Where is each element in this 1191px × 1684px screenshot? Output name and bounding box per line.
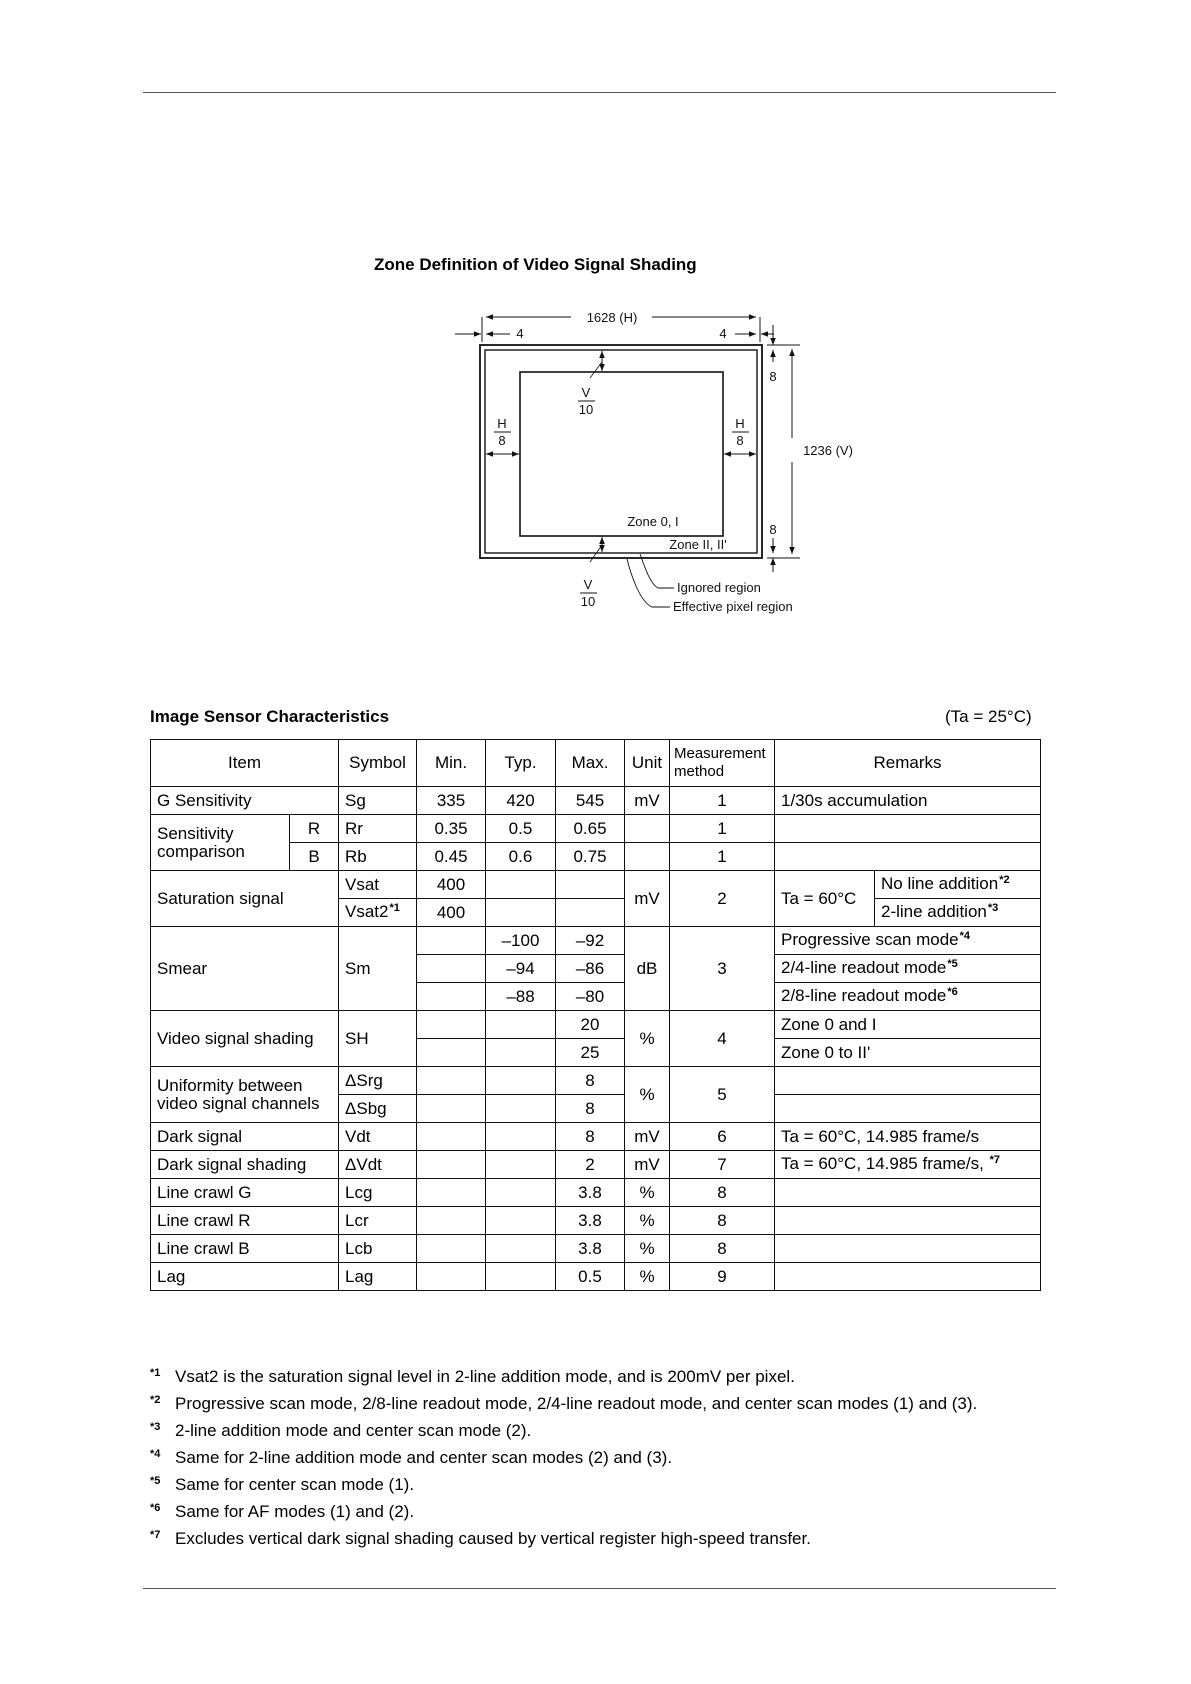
min-cell: 0.45: [417, 843, 486, 871]
method-cell: 9: [670, 1263, 775, 1291]
max-cell: 3.8: [556, 1235, 625, 1263]
effective-pixel-border: [480, 345, 762, 558]
unit-cell: %: [625, 1067, 670, 1123]
footnote-text: Excludes vertical dark signal shading caused by vertical register high-speed transfer.: [175, 1529, 811, 1548]
header-unit: Unit: [625, 740, 670, 787]
symbol-cell: Sg: [339, 787, 417, 815]
footnote: [150, 1471, 977, 1498]
symbol-cell: ΔSbg: [339, 1095, 417, 1123]
footnotes: [150, 1363, 977, 1552]
left-margin-label: 4: [516, 326, 524, 341]
min-cell: [417, 1235, 486, 1263]
h-left-num: H: [497, 416, 507, 431]
table-row: [151, 1067, 1041, 1095]
unit-cell: mV: [625, 1151, 670, 1179]
v-top-den: 10: [578, 402, 594, 417]
typ-cell: [486, 1011, 556, 1039]
max-cell: –92: [556, 927, 625, 955]
unit-cell: %: [625, 1179, 670, 1207]
min-cell: [417, 1039, 486, 1067]
typ-cell: 0.5: [486, 815, 556, 843]
footnote-mark: *1: [150, 1367, 161, 1379]
footnote: [150, 1390, 977, 1417]
header-remarks: Remarks: [775, 740, 1041, 787]
min-cell: [417, 1207, 486, 1235]
symbol-cell: [339, 899, 417, 927]
method-cell: 6: [670, 1123, 775, 1151]
min-cell: [417, 1095, 486, 1123]
table-row: [151, 1179, 1041, 1207]
h-left-den: 8: [498, 433, 506, 448]
remarks-cell: [775, 843, 1041, 871]
remark-text: 2/8-line readout mode: [781, 985, 947, 1005]
footnote: [150, 1444, 977, 1471]
typ-cell: –100: [486, 927, 556, 955]
remarks-cell: [875, 871, 1041, 899]
remarks-cell: [775, 1263, 1041, 1291]
effective-region-label: Effective pixel region: [673, 599, 793, 614]
footnote: [150, 1363, 977, 1390]
min-cell: [417, 1123, 486, 1151]
typ-cell: [486, 1123, 556, 1151]
max-cell: 25: [556, 1039, 625, 1067]
remarks-cell: [775, 815, 1041, 843]
method-cell: 5: [670, 1067, 775, 1123]
symbol-cell: ΔVdt: [339, 1151, 417, 1179]
unit-cell: %: [625, 1011, 670, 1067]
max-cell: 3.8: [556, 1179, 625, 1207]
unit-cell: dB: [625, 927, 670, 1011]
condition-cell: Ta = 60°C: [775, 871, 875, 927]
min-cell: 400: [417, 871, 486, 899]
symbol-text: Vsat2: [345, 901, 389, 921]
unit-cell: %: [625, 1235, 670, 1263]
remarks-cell: [875, 899, 1041, 927]
remarks-cell: [775, 983, 1041, 1011]
sub-item-cell: B: [290, 843, 339, 871]
header-symbol: Symbol: [339, 740, 417, 787]
item-cell: G Sensitivity: [151, 787, 339, 815]
zone-inner-box: [520, 372, 723, 536]
h-right-den: 8: [736, 433, 744, 448]
item-cell: [151, 815, 290, 871]
header-method-line2: method: [674, 763, 725, 780]
method-cell: 8: [670, 1179, 775, 1207]
max-cell: 8: [556, 1095, 625, 1123]
unit-cell: [625, 815, 670, 843]
min-cell: 0.35: [417, 815, 486, 843]
remarks-cell: [775, 1151, 1041, 1179]
table-row: [151, 871, 1041, 899]
item-cell: Line crawl B: [151, 1235, 339, 1263]
remarks-cell: [775, 1207, 1041, 1235]
footnote-mark: *2: [150, 1394, 161, 1406]
typ-cell: [486, 871, 556, 899]
typ-cell: [486, 1067, 556, 1095]
symbol-cell: SH: [339, 1011, 417, 1067]
footnote-text: Vsat2 is the saturation signal level in 2-line addition mode, and is 200mV per pixel.: [175, 1367, 795, 1386]
table-row: [151, 1123, 1041, 1151]
table-row: [151, 927, 1041, 955]
symbol-cell: Vsat: [339, 871, 417, 899]
method-cell: 8: [670, 1235, 775, 1263]
right-margin-label: 4: [719, 326, 727, 341]
symbol-cell: Rb: [339, 843, 417, 871]
method-cell: 3: [670, 927, 775, 1011]
header-min: Min.: [417, 740, 486, 787]
zone-inner-label: Zone 0, I: [627, 514, 679, 529]
typ-cell: –94: [486, 955, 556, 983]
width-label: 1628 (H): [586, 310, 638, 325]
method-cell: 1: [670, 843, 775, 871]
top-margin-label: 8: [769, 369, 777, 384]
typ-cell: [486, 1207, 556, 1235]
item-line2: comparison: [157, 841, 245, 861]
max-cell: 2: [556, 1151, 625, 1179]
v-bottom-den: 10: [580, 594, 596, 609]
height-label: 1236 (V): [803, 443, 853, 458]
remarks-cell: 1/30s accumulation: [775, 787, 1041, 815]
footnote: [150, 1525, 977, 1552]
max-cell: 545: [556, 787, 625, 815]
typ-cell: 0.6: [486, 843, 556, 871]
min-cell: [417, 1011, 486, 1039]
footnote-mark: *6: [947, 985, 958, 998]
remarks-cell: [775, 1235, 1041, 1263]
remarks-cell: Zone 0 to II': [775, 1039, 1041, 1067]
remarks-cell: [775, 955, 1041, 983]
item-line2: video signal channels: [157, 1093, 320, 1113]
max-cell: 8: [556, 1067, 625, 1095]
item-cell: Lag: [151, 1263, 339, 1291]
remark-text: 2-line addition: [881, 901, 987, 921]
footnote-mark: *3: [150, 1421, 161, 1433]
max-cell: [556, 871, 625, 899]
footnote-mark: *4: [959, 929, 971, 942]
footnote-mark: *5: [947, 957, 958, 970]
item-cell: Saturation signal: [151, 871, 339, 927]
max-cell: –80: [556, 983, 625, 1011]
typ-cell: –88: [486, 983, 556, 1011]
bottom-margin-label: 8: [769, 522, 777, 537]
h-right-num: H: [735, 416, 745, 431]
typ-cell: [486, 899, 556, 927]
characteristics-table: [150, 739, 1041, 1291]
diagram-title: Zone Definition of Video Signal Shading: [374, 255, 697, 274]
min-cell: [417, 1067, 486, 1095]
method-cell: 1: [670, 815, 775, 843]
max-cell: 3.8: [556, 1207, 625, 1235]
remark-text: Progressive scan mode: [781, 929, 959, 949]
zone-diagram: [440, 300, 860, 630]
min-cell: [417, 1179, 486, 1207]
min-cell: [417, 1151, 486, 1179]
remarks-cell: [775, 1179, 1041, 1207]
typ-cell: [486, 1151, 556, 1179]
symbol-cell: Lcb: [339, 1235, 417, 1263]
footnote-text: Same for 2-line addition mode and center scan modes (2) and (3).: [175, 1448, 673, 1467]
item-cell: Video signal shading: [151, 1011, 339, 1067]
table-condition: (Ta = 25°C): [945, 707, 1032, 726]
typ-cell: [486, 1095, 556, 1123]
unit-cell: [625, 843, 670, 871]
method-cell: 1: [670, 787, 775, 815]
table-row: [151, 1011, 1041, 1039]
item-cell: [151, 1067, 339, 1123]
sub-item-cell: R: [290, 815, 339, 843]
footnote-mark: *1: [389, 901, 400, 914]
table-row: [151, 815, 1041, 843]
remarks-cell: Zone 0 and I: [775, 1011, 1041, 1039]
ignored-region-label: Ignored region: [677, 580, 761, 595]
table-title: Image Sensor Characteristics: [150, 707, 390, 726]
table-row: [151, 1263, 1041, 1291]
remarks-cell: [775, 1067, 1041, 1095]
max-cell: 0.65: [556, 815, 625, 843]
footnote-mark: *5: [150, 1475, 161, 1487]
symbol-cell: Rr: [339, 815, 417, 843]
header-typ: Typ.: [486, 740, 556, 787]
min-cell: 335: [417, 787, 486, 815]
item-line1: Uniformity between: [157, 1075, 303, 1095]
symbol-cell: Lag: [339, 1263, 417, 1291]
ignored-border: [485, 350, 757, 553]
remark-text: No line addition: [881, 873, 999, 893]
min-cell: [417, 955, 486, 983]
header-method-line1: Measurement: [674, 745, 766, 762]
v-bottom-num: V: [583, 577, 593, 592]
min-cell: [417, 983, 486, 1011]
table-row: [151, 787, 1041, 815]
symbol-cell: Lcg: [339, 1179, 417, 1207]
max-cell: 0.75: [556, 843, 625, 871]
remarks-cell: [775, 927, 1041, 955]
symbol-cell: Lcr: [339, 1207, 417, 1235]
footnote-mark: *4: [150, 1448, 161, 1460]
remark-text: Ta = 60°C, 14.985 frame/s,: [781, 1153, 984, 1173]
item-cell: Line crawl G: [151, 1179, 339, 1207]
unit-cell: mV: [625, 871, 670, 927]
max-cell: 0.5: [556, 1263, 625, 1291]
bottom-rule: [143, 1588, 1056, 1589]
max-cell: [556, 899, 625, 927]
footnote-text: 2-line addition mode and center scan mode (2).: [175, 1421, 532, 1440]
item-cell: Dark signal shading: [151, 1151, 339, 1179]
zone-outer-label: Zone II, II': [669, 537, 727, 552]
footnote-text: Same for AF modes (1) and (2).: [175, 1502, 415, 1521]
item-cell: Dark signal: [151, 1123, 339, 1151]
footnote-text: Progressive scan mode, 2/8-line readout mode, 2/4-line readout mode, and center scan modes (1) and (3).: [175, 1394, 978, 1413]
table-row: [151, 1207, 1041, 1235]
footnote: [150, 1417, 977, 1444]
table-row: [151, 1235, 1041, 1263]
footnote-mark: *7: [150, 1529, 161, 1541]
symbol-cell: Sm: [339, 927, 417, 1011]
v-top-num: V: [581, 385, 591, 400]
top-rule: [143, 92, 1056, 93]
typ-cell: [486, 1039, 556, 1067]
symbol-cell: ΔSrg: [339, 1067, 417, 1095]
typ-cell: [486, 1263, 556, 1291]
item-line1: Sensitivity: [157, 823, 234, 843]
max-cell: –86: [556, 955, 625, 983]
item-cell: Smear: [151, 927, 339, 1011]
remarks-cell: [775, 1095, 1041, 1123]
method-cell: 7: [670, 1151, 775, 1179]
footnote-mark: *2: [999, 873, 1010, 886]
min-cell: [417, 927, 486, 955]
max-cell: 20: [556, 1011, 625, 1039]
header-max: Max.: [556, 740, 625, 787]
item-cell: Line crawl R: [151, 1207, 339, 1235]
remark-text: 2/4-line readout mode: [781, 957, 947, 977]
min-cell: [417, 1263, 486, 1291]
footnote-mark: *3: [987, 901, 999, 914]
unit-cell: mV: [625, 1123, 670, 1151]
max-cell: 8: [556, 1123, 625, 1151]
footnote-mark: *6: [150, 1502, 161, 1514]
unit-cell: %: [625, 1263, 670, 1291]
header-method: [670, 740, 775, 787]
method-cell: 8: [670, 1207, 775, 1235]
typ-cell: [486, 1235, 556, 1263]
footnote: [150, 1498, 977, 1525]
table-header-row: [151, 740, 1041, 787]
symbol-cell: Vdt: [339, 1123, 417, 1151]
remarks-cell: Ta = 60°C, 14.985 frame/s: [775, 1123, 1041, 1151]
typ-cell: 420: [486, 787, 556, 815]
method-cell: 4: [670, 1011, 775, 1067]
footnote-mark: *7: [989, 1153, 1001, 1166]
unit-cell: %: [625, 1207, 670, 1235]
typ-cell: [486, 1179, 556, 1207]
unit-cell: mV: [625, 787, 670, 815]
table-row: [151, 1151, 1041, 1179]
method-cell: 2: [670, 871, 775, 927]
min-cell: 400: [417, 899, 486, 927]
footnote-text: Same for center scan mode (1).: [175, 1475, 415, 1494]
header-item: Item: [151, 740, 339, 787]
